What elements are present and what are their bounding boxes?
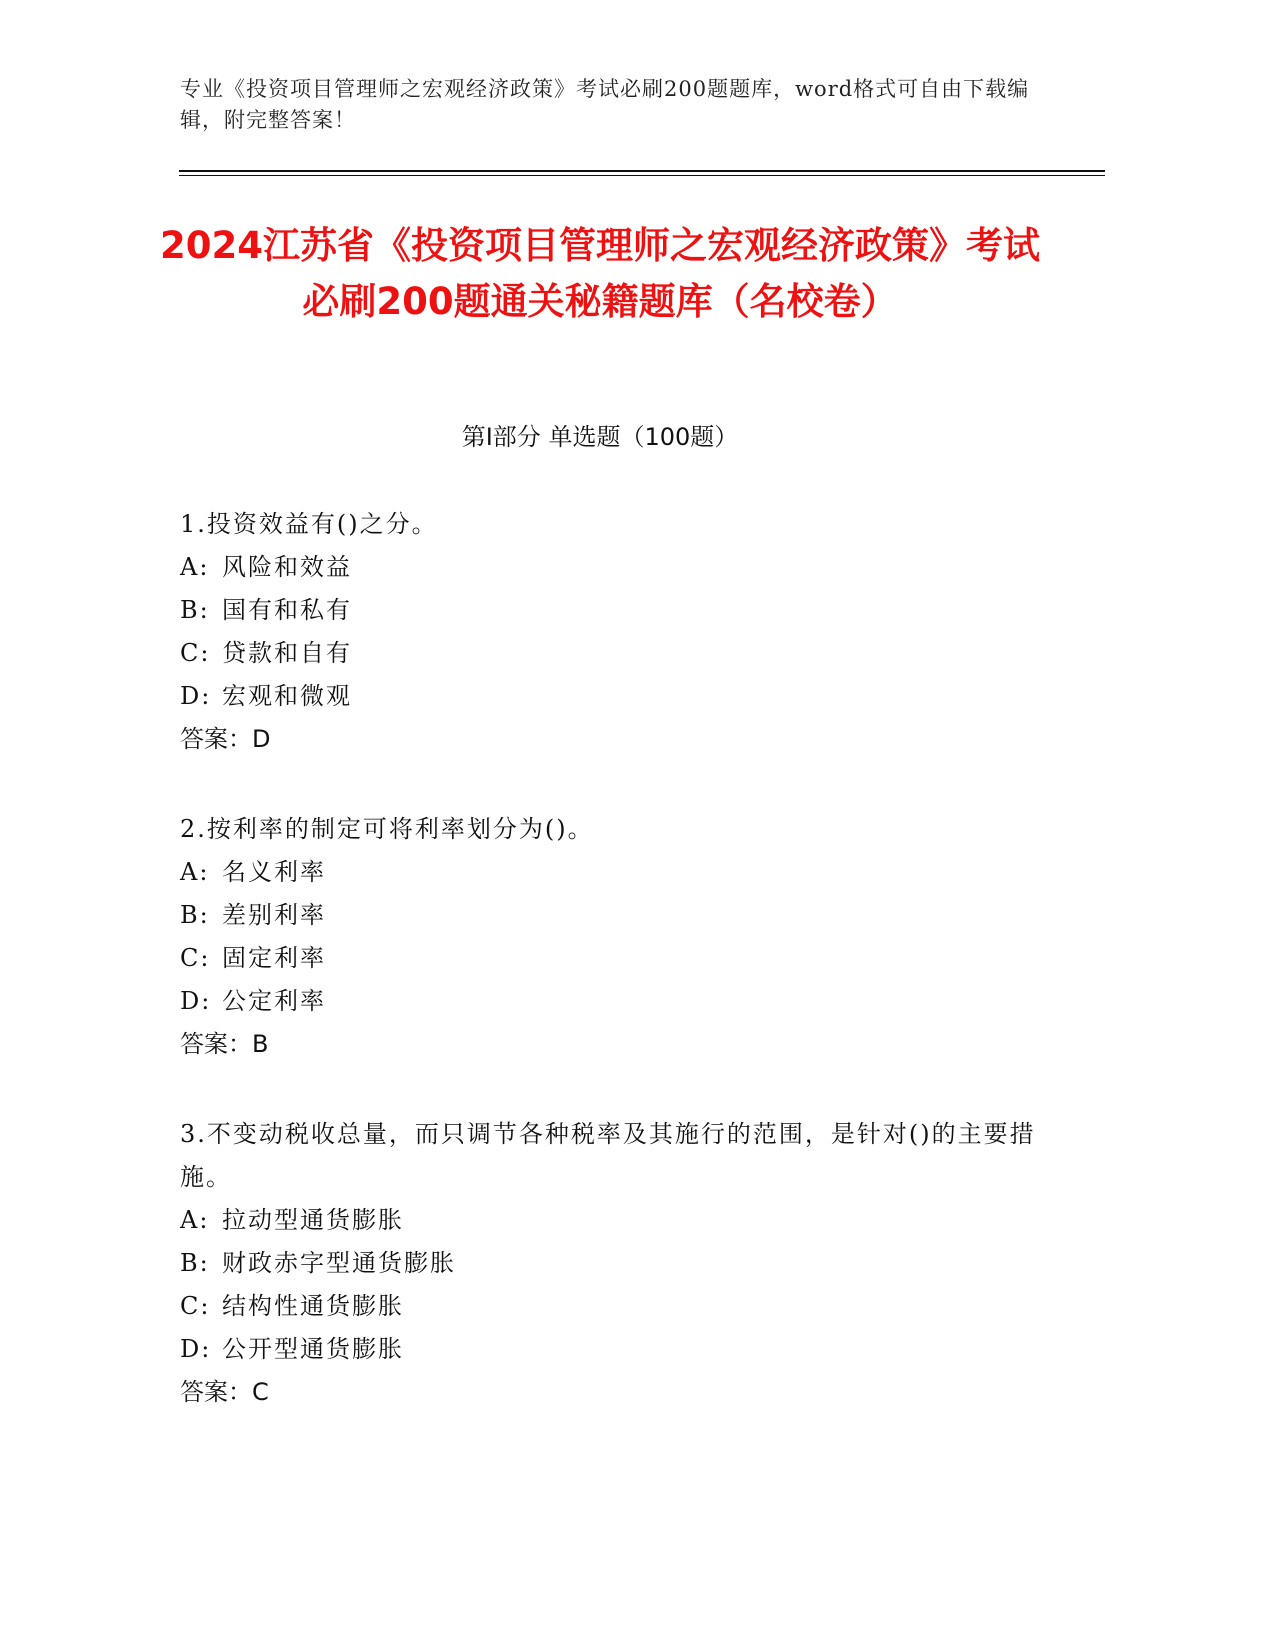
option-a <box>180 851 1040 894</box>
option-key: B: <box>180 901 210 929</box>
option-text: 差别利率 <box>222 901 326 929</box>
question-2 <box>180 808 1040 1066</box>
option-d <box>180 675 1040 718</box>
question-1 <box>180 503 1040 761</box>
option-c <box>180 632 1040 675</box>
question-stem: 3.不变动税收总量，而只调节各种税率及其施行的范围，是针对()的主要措施。 <box>180 1120 1036 1191</box>
option-key: D: <box>180 682 212 710</box>
option-b <box>180 589 1040 632</box>
header-note: 专业《投资项目管理师之宏观经济政策》考试必刷200题题库，word格式可自由下载编辑，附完整答案！ <box>180 77 1030 132</box>
answer-line: 答案：B <box>180 1030 269 1058</box>
option-b <box>180 1242 1040 1285</box>
header-divider-thick <box>179 170 1105 172</box>
option-text: 固定利率 <box>222 944 326 972</box>
option-key: B: <box>180 596 210 624</box>
option-key: A: <box>180 858 210 886</box>
option-b <box>180 894 1040 937</box>
question-3 <box>180 1113 1040 1414</box>
option-c <box>180 1285 1040 1328</box>
option-d <box>180 1328 1040 1371</box>
option-key: C: <box>180 1292 211 1320</box>
option-text: 贷款和自有 <box>222 639 352 667</box>
option-key: D: <box>180 987 212 1015</box>
option-a <box>180 546 1040 589</box>
option-text: 国有和私有 <box>222 596 352 624</box>
option-text: 宏观和微观 <box>222 682 352 710</box>
option-text: 公开型通货膨胀 <box>222 1335 404 1363</box>
option-key: D: <box>180 1335 212 1363</box>
section-heading: 第Ⅰ部分 单选题（100题） <box>461 423 739 451</box>
option-text: 拉动型通货膨胀 <box>222 1206 404 1234</box>
document-title: 2024江苏省《投资项目管理师之宏观经济政策》考试必刷200题通关秘籍题库（名校卷） <box>160 224 1040 323</box>
option-d <box>180 980 1040 1023</box>
option-text: 名义利率 <box>222 858 326 886</box>
option-text: 公定利率 <box>222 987 326 1015</box>
option-c <box>180 937 1040 980</box>
option-key: A: <box>180 553 210 581</box>
option-a <box>180 1199 1040 1242</box>
option-key: B: <box>180 1249 210 1277</box>
option-key: C: <box>180 944 211 972</box>
option-text: 结构性通货膨胀 <box>222 1292 404 1320</box>
question-stem: 2.按利率的制定可将利率划分为()。 <box>180 815 594 843</box>
header-divider-thin <box>179 175 1105 176</box>
question-stem: 1.投资效益有()之分。 <box>180 510 438 538</box>
option-key: C: <box>180 639 211 667</box>
option-text: 风险和效益 <box>222 553 352 581</box>
answer-line: 答案：C <box>180 1378 269 1406</box>
answer-line: 答案：D <box>180 725 271 753</box>
option-key: A: <box>180 1206 210 1234</box>
option-text: 财政赤字型通货膨胀 <box>222 1249 456 1277</box>
